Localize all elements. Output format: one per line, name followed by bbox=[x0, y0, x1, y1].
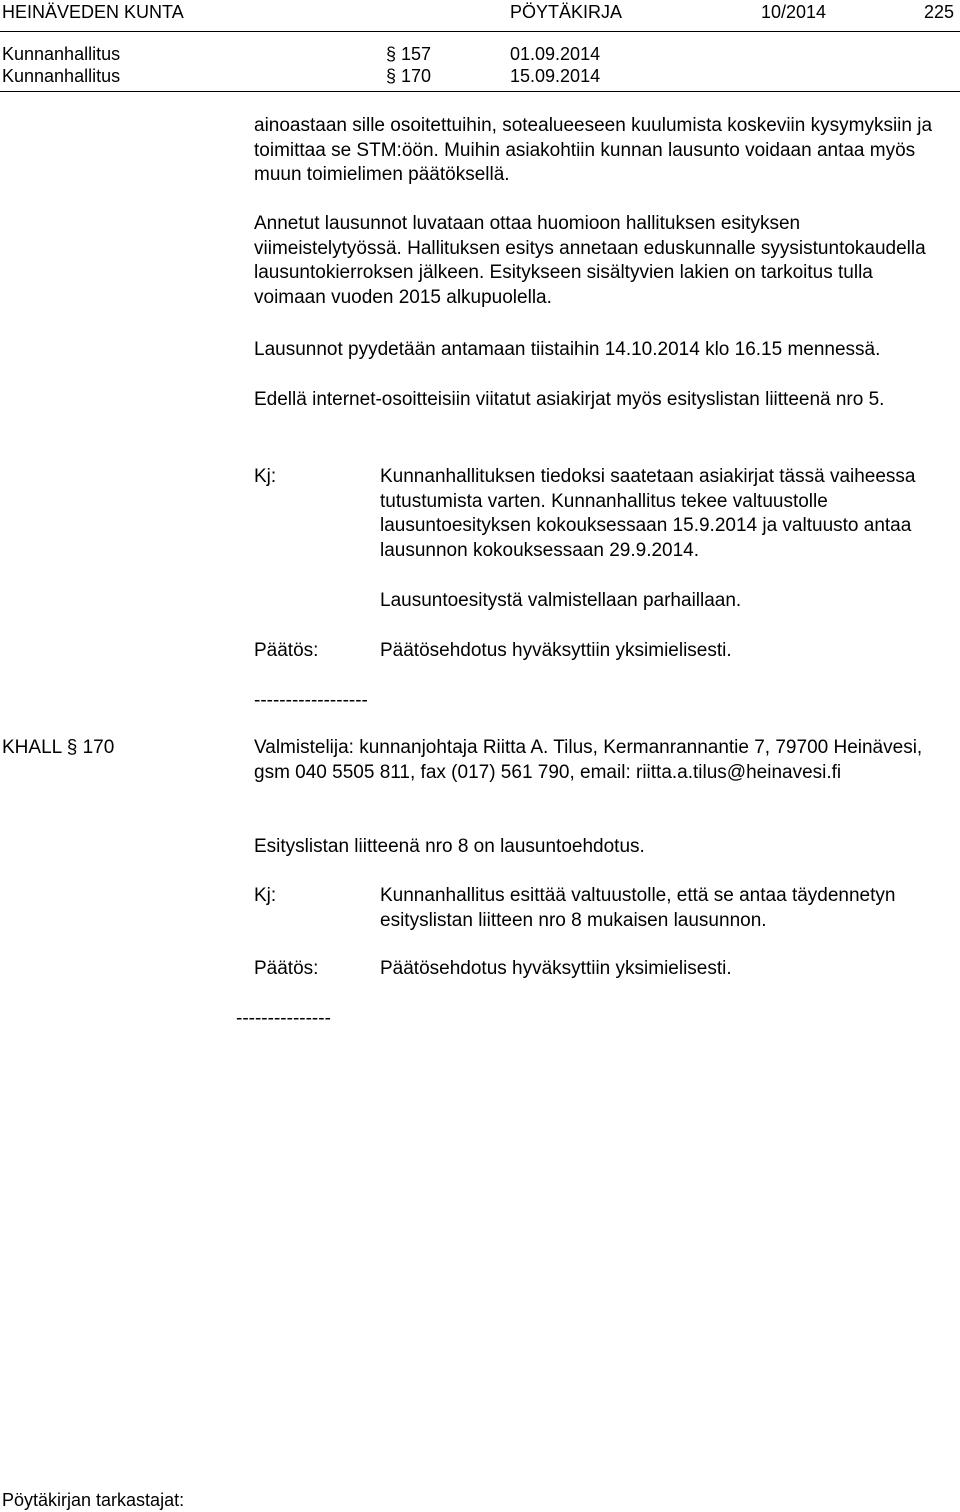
kj-label: Kj: bbox=[254, 885, 277, 906]
ref-section: § 170 bbox=[386, 66, 432, 86]
decision-label: Päätös: bbox=[254, 958, 319, 979]
paragraph: Lausunnot pyydetään antamaan tiistaihin 14.10.2014 klo 16.15 mennessä. bbox=[254, 339, 881, 360]
paragraph: Annetut lausunnot luvataan ottaa huomioon hallituksen esityksen viimeistelytyössä. Hallituksen esitys annetaan eduskunnalle syysistuntokaudella lausuntokierroksen jälkeen. Esitykseen sisältyvien lakien on tarkoitus tulla voimaan vuoden 2015 alkupuolella. bbox=[254, 213, 926, 308]
ref-date: 15.09.2014 bbox=[510, 66, 601, 86]
document-type: PÖYTÄKIRJA bbox=[510, 2, 623, 22]
decision-text: Päätösehdotus hyväksyttiin yksimielisesti. bbox=[380, 640, 732, 661]
preparer-info: Valmistelija: kunnanjohtaja Riitta A. Tilus, Kermanrannantie 7, 79700 Heinävesi, gsm 040 5505 811, fax (017) 561 790, email: riitta.a.tilus@heinavesi.fi bbox=[254, 737, 923, 783]
decision-label: Päätös: bbox=[254, 640, 319, 661]
kj-proposal: Kunnanhallituksen tiedoksi saatetaan asiakirjat tässä vaiheessa tutustumista varten. Kunnanhallitus tekee valtuustolle lausuntoesityksen kokouksessaan 15.9.2014 ja valtuusto antaa lausunnon kokouksessaan 29.9.2014. bbox=[380, 466, 916, 561]
page-number: 225 bbox=[924, 2, 955, 22]
attachment-note: Esityslistan liitteenä nro 8 on lausuntoehdotus. bbox=[254, 836, 645, 857]
refs-divider bbox=[0, 91, 960, 92]
decision-text: Päätösehdotus hyväksyttiin yksimielisesti. bbox=[380, 958, 732, 979]
paragraph: Edellä internet-osoitteisiin viitatut asiakirjat myös esityslistan liitteenä nro 5. bbox=[254, 389, 885, 410]
kj-proposal: Kunnanhallitus esittää valtuustolle, että se antaa täydennetyn esityslistan liitteen nro 8 mukaisen lausunnon. bbox=[380, 885, 896, 931]
section-reference: KHALL § 170 bbox=[2, 737, 115, 758]
header-divider bbox=[0, 31, 960, 32]
kj-label: Kj: bbox=[254, 466, 277, 487]
municipality-name: HEINÄVEDEN KUNTA bbox=[2, 2, 184, 22]
ref-body: Kunnanhallitus bbox=[2, 66, 121, 86]
footer-inspectors-label: Pöytäkirjan tarkastajat: bbox=[2, 1490, 185, 1510]
ref-date: 01.09.2014 bbox=[510, 44, 601, 64]
paragraph: ainoastaan sille osoitettuihin, sotealueeseen kuulumista koskeviin kysymyksiin ja toimittaa se STM:öön. Muihin asiakohtiin kunnan lausunto voidaan antaa myös muun toimielimen päätöksellä. bbox=[254, 115, 933, 185]
section-separator: --------------- bbox=[236, 1008, 331, 1029]
document-number: 10/2014 bbox=[761, 2, 827, 22]
ref-section: § 157 bbox=[386, 44, 432, 64]
section-separator: ------------------ bbox=[254, 690, 368, 711]
kj-note: Lausuntoesitystä valmistellaan parhaillaan. bbox=[380, 590, 742, 611]
ref-body: Kunnanhallitus bbox=[2, 44, 121, 64]
